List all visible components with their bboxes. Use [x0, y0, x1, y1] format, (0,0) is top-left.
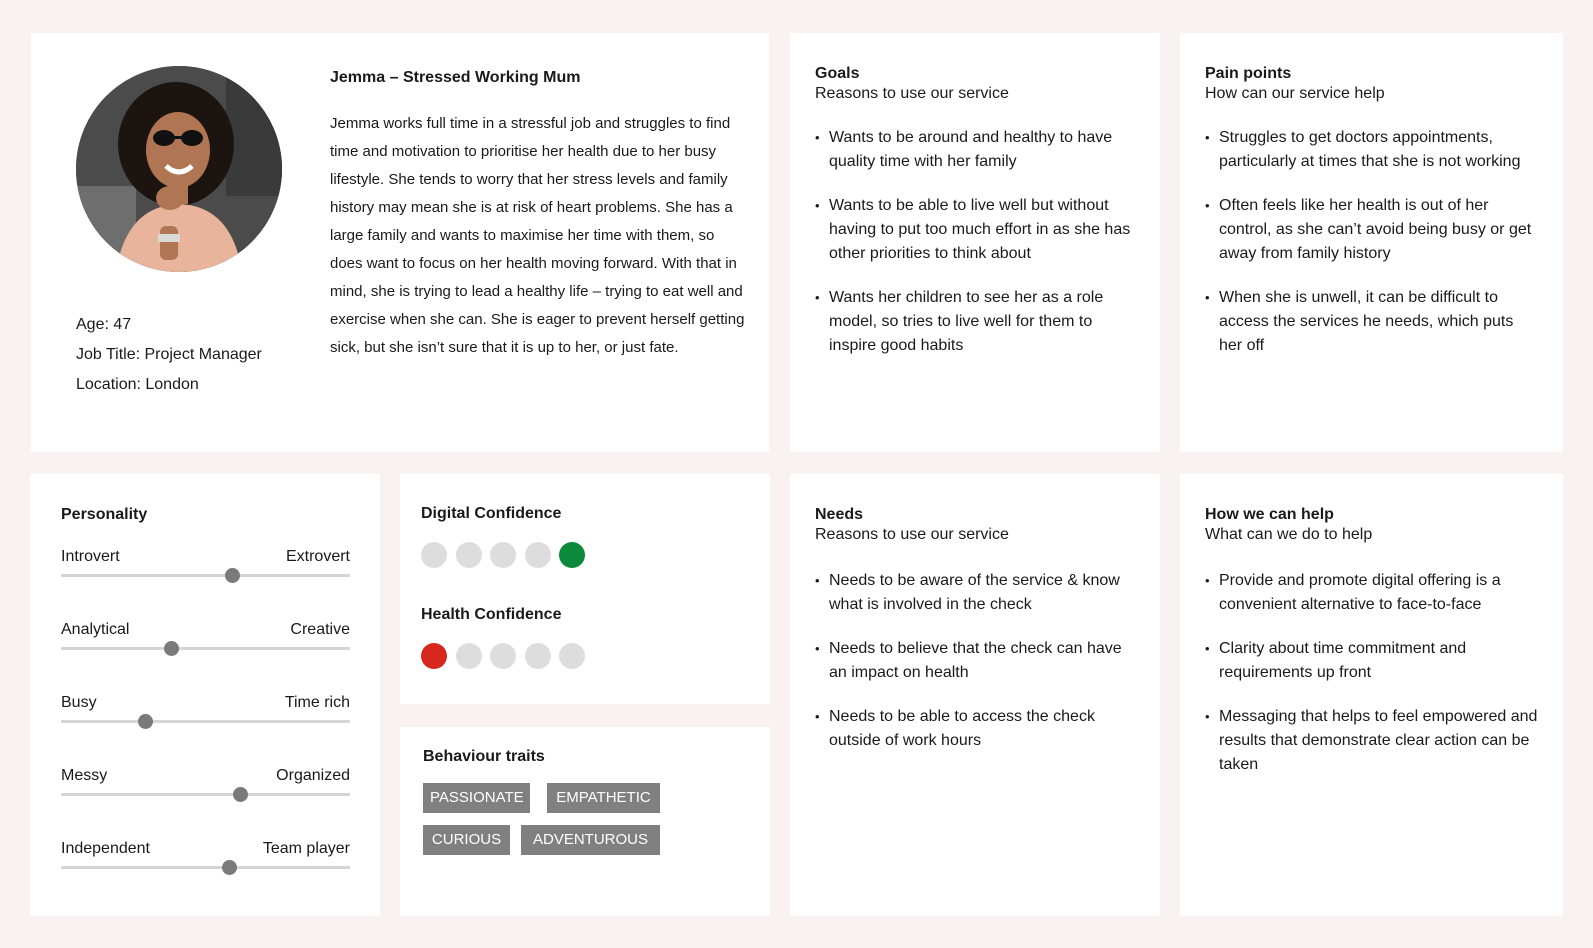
personality-slider-introvert-extrovert [61, 548, 350, 588]
goals-list [815, 126, 1136, 358]
list-item: • Struggles to get doctors appointments, particularly at times that she is not working [1205, 126, 1539, 174]
slider-track [61, 720, 350, 723]
list-item: • Messaging that helps to feel empowered and results that demonstrate clear action can be taken [1205, 705, 1539, 777]
pain-points-list [1205, 126, 1539, 358]
personality-slider-busy-timerich [61, 694, 350, 734]
list-item: • Clarity about time commitment and requirements up front [1205, 637, 1539, 685]
goals-card [790, 33, 1160, 452]
rating-dot [421, 542, 447, 568]
trait-tag-empathetic: EMPATHETIC [547, 783, 660, 813]
slider-track [61, 793, 350, 796]
slider-left-label: Introvert [61, 548, 120, 565]
slider-track [61, 866, 350, 869]
list-item: • Wants to be able to live well but without having to put too much effort in as she has other priorities to think about [815, 194, 1136, 266]
pain-points-title: Pain points [1205, 65, 1292, 82]
rating-dot [490, 542, 516, 568]
list-item: • Provide and promote digital offering is a convenient alternative to face-to-face [1205, 569, 1539, 617]
slider-track [61, 574, 350, 577]
slider-right-label: Creative [290, 621, 350, 638]
digital-confidence-title: Digital Confidence [421, 505, 562, 522]
goals-subtitle: Reasons to use our service [815, 85, 1009, 102]
personality-slider-independent-teamplayer [61, 840, 350, 880]
age-label: Age: 47 [76, 316, 132, 333]
profile-facts [76, 315, 262, 405]
rating-dot [421, 643, 447, 669]
slider-knob [233, 787, 248, 802]
needs-list [815, 569, 1136, 753]
how-we-can-help-list [1205, 569, 1539, 777]
list-item: • Wants her children to see her as a role model, so tries to live well for them to inspire good habits [815, 286, 1136, 358]
user-avatar-photo [76, 66, 282, 272]
behaviour-traits-card [400, 727, 770, 916]
slider-left-label: Independent [61, 840, 150, 857]
needs-title: Needs [815, 506, 864, 523]
slider-knob [138, 714, 153, 729]
personality-card [30, 474, 380, 916]
persona-name-title: Jemma – Stressed Working Mum [330, 69, 581, 86]
slider-right-label: Organized [276, 767, 350, 784]
job-title-label: Job Title: Project Manager [76, 346, 262, 363]
health-confidence-title: Health Confidence [421, 606, 562, 623]
avatar-illustration [76, 66, 282, 272]
needs-card [790, 474, 1160, 916]
slider-knob [225, 568, 240, 583]
rating-dot [525, 643, 551, 669]
pain-points-card [1180, 33, 1563, 452]
rating-dot [456, 643, 482, 669]
trait-tag-adventurous: ADVENTUROUS [521, 825, 660, 855]
how-we-can-help-subtitle: What can we do to help [1205, 526, 1373, 543]
rating-dot [559, 643, 585, 669]
personality-slider-messy-organized [61, 767, 350, 807]
slider-track [61, 647, 350, 650]
list-item: • Often feels like her health is out of her control, as she can’t avoid being busy or get away from family history [1205, 194, 1539, 266]
slider-left-label: Messy [61, 767, 108, 784]
trait-tag-curious: CURIOUS [423, 825, 510, 855]
profile-card [31, 33, 769, 452]
rating-dot [490, 643, 516, 669]
list-item: • Needs to be able to access the check outside of work hours [815, 705, 1136, 753]
slider-left-label: Analytical [61, 621, 130, 638]
list-item: • Needs to be aware of the service & know what is involved in the check [815, 569, 1136, 617]
rating-dot [456, 542, 482, 568]
slider-left-label: Busy [61, 694, 97, 711]
personality-title: Personality [61, 506, 148, 523]
slider-knob [164, 641, 179, 656]
rating-dot [525, 542, 551, 568]
slider-right-label: Extrovert [285, 548, 350, 565]
slider-right-label: Team player [262, 840, 350, 857]
needs-subtitle: Reasons to use our service [815, 526, 1009, 543]
list-item: • Needs to believe that the check can have an impact on health [815, 637, 1136, 685]
personality-slider-analytical-creative [61, 621, 350, 661]
how-we-can-help-title: How we can help [1205, 506, 1334, 523]
location-label: Location: London [76, 376, 199, 393]
list-item: • Wants to be around and healthy to have quality time with her family [815, 126, 1136, 174]
slider-knob [222, 860, 237, 875]
persona-bio: Jemma works full time in a stressful job and struggles to find time and motivation to prioritise her health due to her busy lifestyle. She tends to worry that her stress levels and family history may mean she is at risk of heart problems. She has a large family and wants to maximise her time with them, so does want to focus on her health moving forward. With that in mind, she is trying to lead a healthy life – trying to eat well and exercise when she can. She is eager to prevent herself getting sick, but she isn’t sure that it is up to her, or just fate. [330, 115, 745, 356]
how-we-can-help-card [1180, 474, 1563, 916]
goals-title: Goals [815, 65, 860, 82]
behaviour-traits-title: Behaviour traits [423, 748, 545, 765]
pain-points-subtitle: How can our service help [1205, 85, 1385, 102]
rating-dot [559, 542, 585, 568]
list-item: • When she is unwell, it can be difficult to access the services he needs, which puts her off [1205, 286, 1539, 358]
slider-right-label: Time rich [284, 694, 350, 711]
trait-tag-passionate: PASSIONATE [423, 783, 530, 813]
confidence-card [400, 474, 770, 704]
